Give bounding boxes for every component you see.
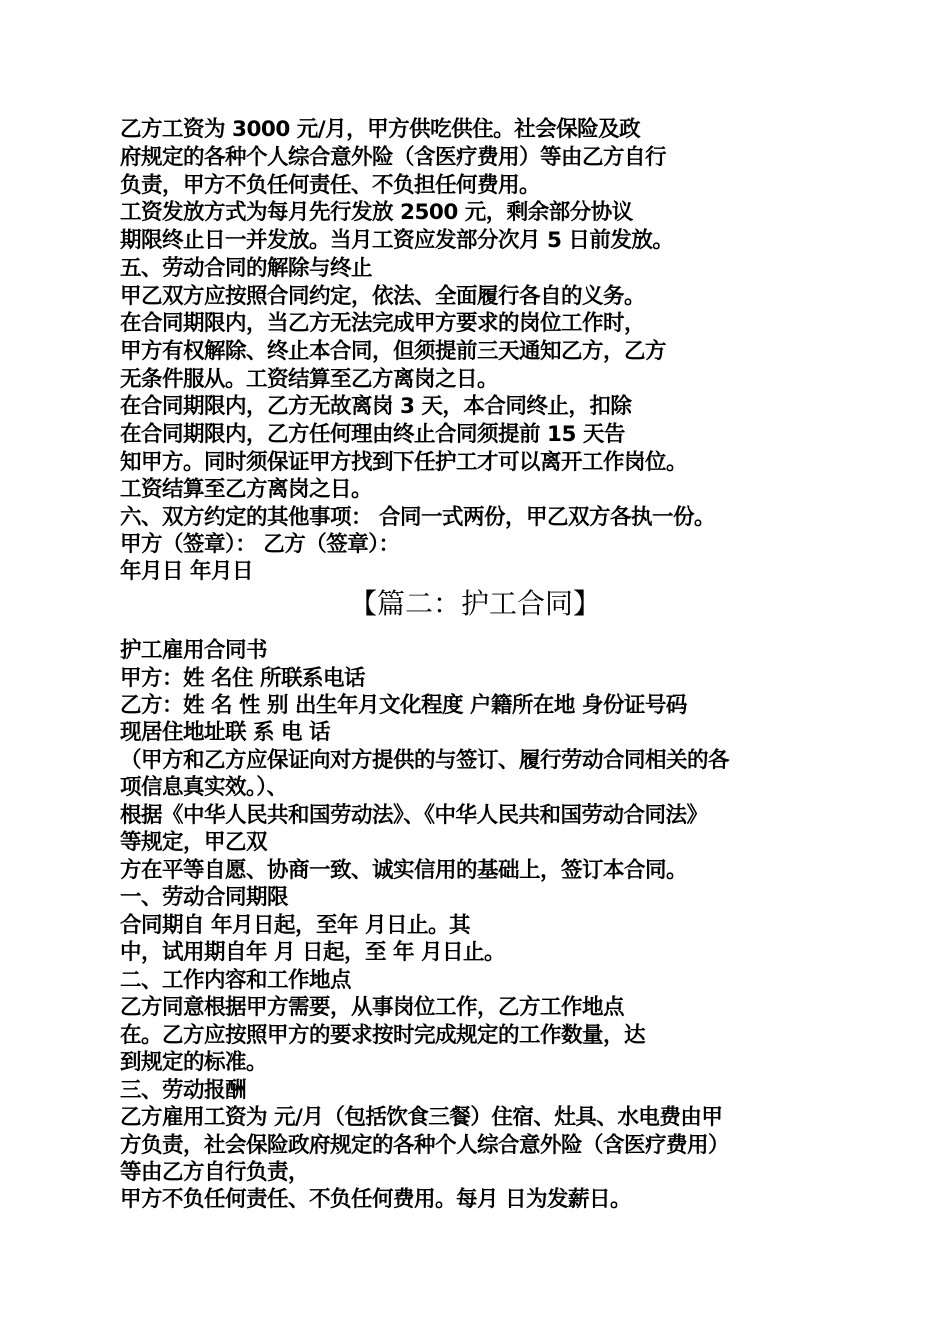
- text-line: 乙方雇用工资为 元/月（包括饮食三餐）住宿、灶具、水电费由甲: [120, 1105, 723, 1130]
- section-heading: 一、劳动合同期限: [120, 885, 289, 910]
- text-line: 工资发放方式为每月先行发放 2500 元，剩余部分协议: [120, 200, 633, 225]
- document-heading: 护工雇用合同书: [120, 638, 268, 663]
- text-line: 乙方同意根据甲方需要，从事岗位工作，乙方工作地点: [120, 995, 625, 1020]
- text-line: 在合同期限内，乙方任何理由终止合同须提前 15 天告: [120, 422, 625, 447]
- date-line: 年月日 年月日: [120, 559, 253, 584]
- text-line: 甲方：姓 名住 所联系电话: [120, 666, 365, 691]
- text-line: 方在平等自愿、协商一致、诚实信用的基础上，签订本合同。: [120, 858, 688, 883]
- signature-line: 甲方（签章）： 乙方（签章）：: [120, 532, 400, 557]
- text-line: 中，试用期自年 月 日起，至 年 月日止。: [120, 940, 505, 965]
- text-line: 甲方不负任何责任、不负任何费用。每月 日为发薪日。: [120, 1187, 631, 1212]
- section-heading: 二、工作内容和工作地点: [120, 968, 352, 993]
- text-line: 等由乙方自行负责，: [120, 1160, 310, 1185]
- text-line: 乙方工资为 3000 元/月，甲方供吃供住。社会保险及政: [120, 117, 641, 142]
- section-title: 【篇二：护工合同】: [348, 587, 601, 620]
- text-line: 府规定的各种个人综合意外险（含医疗费用）等由乙方自行: [120, 145, 667, 170]
- text-line: 方负责，社会保险政府规定的各种个人综合意外险（含医疗费用）: [120, 1133, 730, 1158]
- section-heading: 六、双方约定的其他事项： 合同一式两份，甲乙双方各执一份。: [120, 505, 715, 530]
- text-line: 在合同期限内，当乙方无法完成甲方要求的岗位工作时，: [120, 311, 646, 336]
- section-heading: 五、劳动合同的解除与终止: [120, 256, 373, 281]
- text-line: 在合同期限内，乙方无故离岗 3 天，本合同终止，扣除: [120, 394, 632, 419]
- text-line: 知甲方。同时须保证甲方找到下任护工才可以离开工作岗位。: [120, 450, 688, 475]
- text-line: 在。乙方应按照甲方的要求按时完成规定的工作数量，达: [120, 1023, 646, 1048]
- text-line: 工资结算至乙方离岗之日。: [120, 477, 373, 502]
- text-line: 现居住地址联 系 电 话: [120, 720, 330, 745]
- text-line: 乙方：姓 名 性 别 出生年月文化程度 户籍所在地 身份证号码: [120, 693, 687, 718]
- section-heading: 三、劳动报酬: [120, 1078, 247, 1103]
- text-line: （甲方和乙方应保证向对方提供的与签订、履行劳动合同相关的各: [120, 748, 730, 773]
- text-line: 到规定的标准。: [120, 1050, 268, 1075]
- text-line: 项信息真实效。）、: [120, 775, 288, 800]
- text-line: 甲乙双方应按照合同约定，依法、全面履行各自的义务。: [120, 284, 646, 309]
- text-line: 甲方有权解除、终止本合同，但须提前三天通知乙方，乙方: [120, 339, 667, 364]
- text-line: 负责，甲方不负任何责任、不负担任何费用。: [120, 173, 541, 198]
- text-line: 等规定，甲乙双: [120, 830, 268, 855]
- text-line: 根据《中华人民共和国劳动法》、《中华人民共和国劳动合同法》: [120, 803, 708, 828]
- text-line: 合同期自 年月日起，至年 月日止。其: [120, 913, 470, 938]
- text-line: 无条件服从。工资结算至乙方离岗之日。: [120, 367, 499, 392]
- text-line: 期限终止日一并发放。当月工资应发部分次月 5 日前发放。: [120, 228, 674, 253]
